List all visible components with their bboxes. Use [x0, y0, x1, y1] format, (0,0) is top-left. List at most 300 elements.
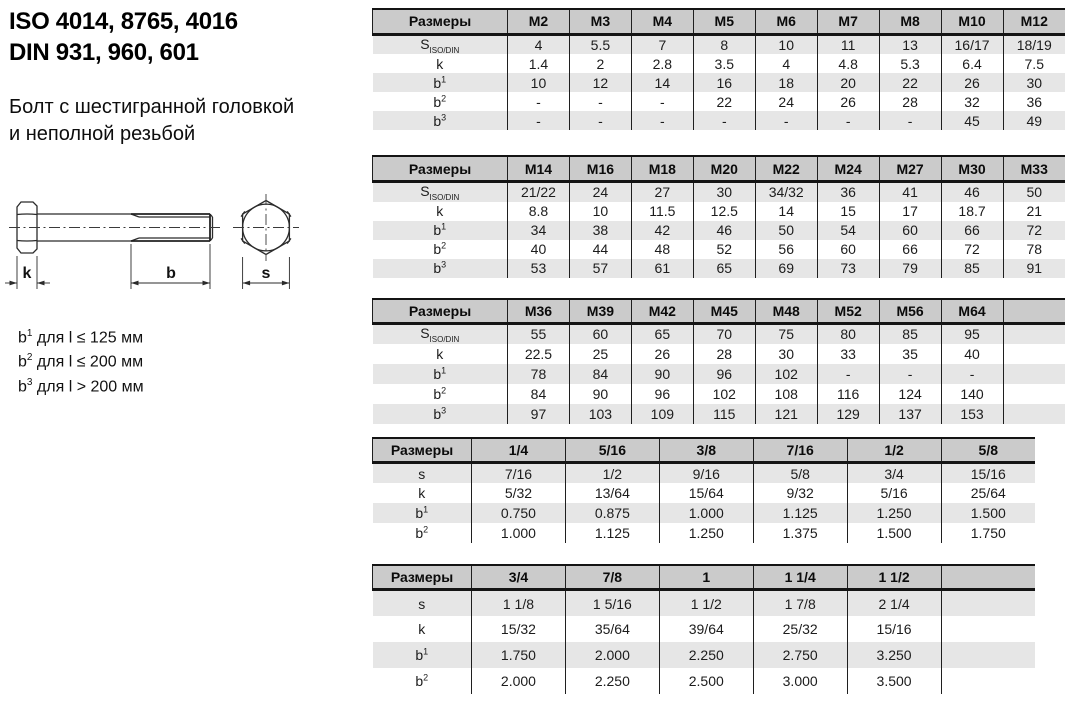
value-cell: 56 — [755, 240, 817, 259]
value-cell: 54 — [817, 221, 879, 240]
value-cell: 3.000 — [753, 668, 847, 694]
footnotes — [18, 324, 144, 397]
value-cell: 1 7/8 — [753, 590, 847, 616]
footnote-b1 — [18, 324, 144, 348]
value-cell: 17 — [879, 202, 941, 221]
value-cell: 153 — [941, 404, 1003, 424]
size-column-header: M56 — [879, 299, 941, 324]
row-label-cell — [373, 54, 508, 73]
table-header-row — [373, 9, 1066, 34]
value-cell: 24 — [755, 92, 817, 111]
row-label: k — [436, 203, 444, 220]
value-cell: 40 — [508, 240, 570, 259]
value-cell — [1003, 324, 1065, 344]
row-label-cell — [373, 483, 472, 503]
value-cell: 102 — [755, 364, 817, 384]
value-cell: 2.000 — [565, 642, 659, 668]
table-row — [373, 34, 1066, 54]
size-column-header: 3/4 — [472, 565, 566, 590]
value-cell: 84 — [569, 364, 631, 384]
product-description — [9, 94, 294, 148]
bolt-technical-drawing — [4, 186, 338, 323]
value-cell: 30 — [755, 344, 817, 364]
value-cell: 14 — [631, 73, 693, 92]
value-cell: 16 — [693, 73, 755, 92]
value-cell: 85 — [941, 259, 1003, 278]
value-cell — [1003, 404, 1065, 424]
value-cell: 1.4 — [508, 54, 570, 73]
size-column-header: M4 — [631, 9, 693, 34]
row-label-cell — [373, 503, 472, 523]
value-cell: 80 — [817, 324, 879, 344]
table-row — [373, 668, 1036, 694]
value-cell: 65 — [631, 324, 693, 344]
value-cell: - — [569, 92, 631, 111]
dimension-s-label: s — [261, 265, 271, 282]
value-cell: 10 — [755, 34, 817, 54]
value-cell: 26 — [941, 73, 1003, 92]
row-label: $b^1$ — [415, 646, 429, 664]
row-label: $S_{ISO/DIN}$ — [420, 325, 460, 344]
value-cell: 11.5 — [631, 202, 693, 221]
value-cell — [941, 642, 1035, 668]
table-row — [373, 384, 1066, 404]
sizes-header-cell: Размеры — [373, 156, 508, 181]
value-cell: 26 — [631, 344, 693, 364]
value-cell — [1003, 344, 1065, 364]
table-row — [373, 181, 1066, 201]
size-column-header: M18 — [631, 156, 693, 181]
value-cell: 22.5 — [508, 344, 570, 364]
value-cell: 25/32 — [753, 616, 847, 642]
row-label-cell — [373, 404, 508, 424]
table-row — [373, 523, 1036, 543]
value-cell: 69 — [755, 259, 817, 278]
table-imperial-quarter-to-5-8 — [372, 437, 1035, 543]
value-cell: 5/16 — [847, 483, 941, 503]
value-cell: 53 — [508, 259, 570, 278]
value-cell: 4 — [508, 34, 570, 54]
footnote-b2 — [18, 348, 144, 372]
size-column-header: M10 — [941, 9, 1003, 34]
value-cell: 78 — [508, 364, 570, 384]
footnote-text: для l ≤ 200 мм — [32, 353, 144, 371]
value-cell: 22 — [693, 92, 755, 111]
value-cell: 27 — [631, 181, 693, 201]
size-column-header: 1/2 — [847, 438, 941, 463]
value-cell: 1.125 — [565, 523, 659, 543]
row-label: $b^2$ — [415, 524, 429, 542]
value-cell: 1.500 — [941, 503, 1035, 523]
footnote-superscript: 1 — [26, 328, 33, 339]
value-cell: 7 — [631, 34, 693, 54]
value-cell: 25/64 — [941, 483, 1035, 503]
value-cell: 5/32 — [472, 483, 566, 503]
row-label-cell — [373, 73, 508, 92]
value-cell: 0.875 — [565, 503, 659, 523]
size-column-header: M52 — [817, 299, 879, 324]
value-cell: 121 — [755, 404, 817, 424]
value-cell: 44 — [569, 240, 631, 259]
value-cell: 91 — [1003, 259, 1065, 278]
table-row — [373, 483, 1036, 503]
value-cell: 11 — [817, 34, 879, 54]
table-row — [373, 240, 1066, 259]
row-label: $S_{ISO/DIN}$ — [420, 182, 460, 202]
dimension-b — [131, 244, 210, 289]
value-cell: 8.8 — [508, 202, 570, 221]
value-cell: 7.5 — [1003, 54, 1065, 73]
value-cell: 84 — [508, 384, 570, 404]
value-cell: 0.750 — [472, 503, 566, 523]
value-cell — [941, 616, 1035, 642]
size-column-header: M14 — [508, 156, 570, 181]
value-cell: 66 — [879, 240, 941, 259]
value-cell: 2 — [569, 54, 631, 73]
value-cell: 52 — [693, 240, 755, 259]
table-row — [373, 364, 1066, 384]
value-cell: 57 — [569, 259, 631, 278]
value-cell: - — [817, 111, 879, 130]
value-cell: 21/22 — [508, 181, 570, 201]
size-column-header: M27 — [879, 156, 941, 181]
value-cell: 12 — [569, 73, 631, 92]
size-column-header: 3/8 — [659, 438, 753, 463]
value-cell: 45 — [941, 111, 1003, 130]
size-column-header: M8 — [879, 9, 941, 34]
size-column-header: M3 — [569, 9, 631, 34]
value-cell: 32 — [941, 92, 1003, 111]
value-cell: 25 — [569, 344, 631, 364]
row-label-cell — [373, 181, 508, 201]
value-cell: 102 — [693, 384, 755, 404]
value-cell: 26 — [817, 92, 879, 111]
value-cell: 6.4 — [941, 54, 1003, 73]
value-cell: 1.125 — [753, 503, 847, 523]
value-cell: - — [879, 111, 941, 130]
value-cell: 1.250 — [847, 503, 941, 523]
value-cell: 3.500 — [847, 668, 941, 694]
value-cell: 78 — [1003, 240, 1065, 259]
value-cell: 30 — [1003, 73, 1065, 92]
table-header-row — [373, 438, 1036, 463]
value-cell: 60 — [879, 221, 941, 240]
value-cell: 1 1/8 — [472, 590, 566, 616]
footnote-symbol: b — [18, 353, 27, 371]
value-cell: - — [508, 111, 570, 130]
size-column-header: 1 1/2 — [847, 565, 941, 590]
value-cell: 34 — [508, 221, 570, 240]
size-column-header: M12 — [1003, 9, 1065, 34]
table-metric-m36-m64 — [372, 298, 1065, 424]
row-label: $b^2$ — [433, 385, 447, 403]
value-cell: 2.000 — [472, 668, 566, 694]
value-cell: 55 — [508, 324, 570, 344]
value-cell: 18 — [755, 73, 817, 92]
sizes-header-cell: Размеры — [373, 299, 508, 324]
value-cell: 38 — [569, 221, 631, 240]
value-cell: 5.3 — [879, 54, 941, 73]
row-label: k — [418, 484, 426, 501]
value-cell: 34/32 — [755, 181, 817, 201]
value-cell: 3/4 — [847, 463, 941, 483]
value-cell: 36 — [1003, 92, 1065, 111]
footnote-symbol: b — [18, 377, 27, 395]
size-column-header: M45 — [693, 299, 755, 324]
value-cell: 2 1/4 — [847, 590, 941, 616]
row-label-cell — [373, 523, 472, 543]
footnote-symbol: b — [18, 329, 27, 347]
row-label-cell — [373, 463, 472, 483]
value-cell: 129 — [817, 404, 879, 424]
row-label-cell — [373, 259, 508, 278]
value-cell: 42 — [631, 221, 693, 240]
value-cell: 28 — [693, 344, 755, 364]
value-cell: 8 — [693, 34, 755, 54]
row-label: k — [436, 55, 444, 72]
value-cell: - — [941, 364, 1003, 384]
value-cell: - — [508, 92, 570, 111]
table-header-row — [373, 565, 1036, 590]
value-cell: - — [693, 111, 755, 130]
row-label: s — [418, 595, 426, 612]
size-column-header: M2 — [508, 9, 570, 34]
value-cell: 79 — [879, 259, 941, 278]
value-cell: 72 — [941, 240, 1003, 259]
sizes-header-cell: Размеры — [373, 565, 472, 590]
value-cell: 35 — [879, 344, 941, 364]
size-column-header: M48 — [755, 299, 817, 324]
value-cell: 96 — [693, 364, 755, 384]
row-label: $b^1$ — [433, 74, 447, 92]
value-cell: 35/64 — [565, 616, 659, 642]
value-cell: 3.5 — [693, 54, 755, 73]
sizes-header-cell: Размеры — [373, 438, 472, 463]
row-label-cell — [373, 240, 508, 259]
size-column-header: M39 — [569, 299, 631, 324]
table-imperial-3-4-to-1-1-2 — [372, 564, 1035, 694]
footnote-b3 — [18, 373, 144, 397]
value-cell: 9/16 — [659, 463, 753, 483]
size-column-header: M33 — [1003, 156, 1065, 181]
table-header-row — [373, 299, 1066, 324]
row-label: $b^2$ — [433, 240, 447, 258]
row-label-cell — [373, 221, 508, 240]
value-cell: 15/64 — [659, 483, 753, 503]
table-row — [373, 344, 1066, 364]
value-cell: 73 — [817, 259, 879, 278]
value-cell — [1003, 384, 1065, 404]
row-label-cell — [373, 92, 508, 111]
row-label-cell — [373, 364, 508, 384]
value-cell: 137 — [879, 404, 941, 424]
table-row — [373, 642, 1036, 668]
tables-panel — [372, 8, 1067, 694]
value-cell: 9/32 — [753, 483, 847, 503]
value-cell: 30 — [693, 181, 755, 201]
value-cell: 10 — [508, 73, 570, 92]
value-cell: 97 — [508, 404, 570, 424]
value-cell: 4 — [755, 54, 817, 73]
table-row — [373, 221, 1066, 240]
table-row — [373, 616, 1036, 642]
size-column-header: M7 — [817, 9, 879, 34]
size-column-header: M36 — [508, 299, 570, 324]
value-cell: 95 — [941, 324, 1003, 344]
value-cell: 1.750 — [472, 642, 566, 668]
value-cell: 1.750 — [941, 523, 1035, 543]
row-label-cell — [373, 344, 508, 364]
value-cell: - — [817, 364, 879, 384]
value-cell: 1 5/16 — [565, 590, 659, 616]
size-column-header — [1003, 299, 1065, 324]
value-cell: 5.5 — [569, 34, 631, 54]
value-cell: 116 — [817, 384, 879, 404]
standards-title — [9, 6, 238, 68]
size-column-header: M16 — [569, 156, 631, 181]
value-cell: 2.750 — [753, 642, 847, 668]
value-cell: 140 — [941, 384, 1003, 404]
value-cell: - — [755, 111, 817, 130]
dimension-b-label: b — [166, 265, 176, 282]
value-cell: 4.8 — [817, 54, 879, 73]
row-label: $b^1$ — [433, 365, 447, 383]
row-label-cell — [373, 616, 472, 642]
row-label-cell — [373, 642, 472, 668]
value-cell: 15/32 — [472, 616, 566, 642]
size-column-header: 5/8 — [941, 438, 1035, 463]
value-cell: 18/19 — [1003, 34, 1065, 54]
value-cell: 16/17 — [941, 34, 1003, 54]
value-cell: 36 — [817, 181, 879, 201]
value-cell: 2.8 — [631, 54, 693, 73]
value-cell: 60 — [569, 324, 631, 344]
value-cell: 1/2 — [565, 463, 659, 483]
footnote-text: для l ≤ 125 мм — [32, 329, 144, 347]
value-cell: 13/64 — [565, 483, 659, 503]
table-header-row — [373, 156, 1066, 181]
dimension-k-label: k — [22, 265, 32, 282]
value-cell: 115 — [693, 404, 755, 424]
value-cell: 124 — [879, 384, 941, 404]
table-metric-m2-m12 — [372, 8, 1065, 130]
left-panel — [0, 0, 372, 720]
row-label: k — [436, 345, 444, 362]
value-cell: 108 — [755, 384, 817, 404]
bolt-side-view — [9, 202, 222, 253]
row-label: $b^3$ — [433, 259, 447, 277]
description-line-1: Болт с шестигранной головкой — [9, 96, 295, 118]
table-metric-m14-m33 — [372, 155, 1065, 277]
table-row — [373, 73, 1066, 92]
value-cell: 1.500 — [847, 523, 941, 543]
value-cell: 15/16 — [941, 463, 1035, 483]
value-cell: 2.250 — [565, 668, 659, 694]
row-label: $b^2$ — [415, 672, 429, 690]
value-cell — [941, 590, 1035, 616]
size-column-header: 5/16 — [565, 438, 659, 463]
value-cell: 46 — [941, 181, 1003, 201]
table-row — [373, 92, 1066, 111]
value-cell: 33 — [817, 344, 879, 364]
size-column-header: M5 — [693, 9, 755, 34]
value-cell: 10 — [569, 202, 631, 221]
row-label: k — [418, 620, 426, 637]
value-cell: 1.250 — [659, 523, 753, 543]
value-cell: 103 — [569, 404, 631, 424]
row-label: $b^3$ — [433, 405, 447, 423]
value-cell: 20 — [817, 73, 879, 92]
value-cell: 21 — [1003, 202, 1065, 221]
value-cell: 2.250 — [659, 642, 753, 668]
bolt-end-view — [233, 194, 299, 261]
value-cell: 5/8 — [753, 463, 847, 483]
size-column-header: 7/8 — [565, 565, 659, 590]
value-cell: 75 — [755, 324, 817, 344]
row-label: s — [418, 465, 426, 482]
size-column-header: M20 — [693, 156, 755, 181]
value-cell: 66 — [941, 221, 1003, 240]
bolt-drawing-svg — [4, 186, 338, 318]
value-cell — [941, 668, 1035, 694]
value-cell: 22 — [879, 73, 941, 92]
value-cell: 61 — [631, 259, 693, 278]
sizes-header-cell: Размеры — [373, 9, 508, 34]
value-cell: - — [631, 111, 693, 130]
value-cell: 46 — [693, 221, 755, 240]
value-cell: - — [569, 111, 631, 130]
table-row — [373, 54, 1066, 73]
description-line-2: и неполной резьбой — [9, 123, 196, 145]
value-cell: 50 — [1003, 181, 1065, 201]
size-column-header: M30 — [941, 156, 1003, 181]
value-cell: 1.000 — [659, 503, 753, 523]
dimension-k — [5, 256, 50, 289]
value-cell: 40 — [941, 344, 1003, 364]
value-cell: 49 — [1003, 111, 1065, 130]
value-cell: 7/16 — [472, 463, 566, 483]
value-cell: 48 — [631, 240, 693, 259]
value-cell: 90 — [631, 364, 693, 384]
value-cell — [1003, 364, 1065, 384]
value-cell: 90 — [569, 384, 631, 404]
value-cell: 70 — [693, 324, 755, 344]
value-cell: 1.000 — [472, 523, 566, 543]
row-label-cell — [373, 590, 472, 616]
dimension-s — [243, 257, 290, 289]
table-row — [373, 463, 1036, 483]
value-cell: 109 — [631, 404, 693, 424]
value-cell: 2.500 — [659, 668, 753, 694]
size-column-header: 7/16 — [753, 438, 847, 463]
table-row — [373, 503, 1036, 523]
row-label-cell — [373, 202, 508, 221]
iso-standards-line: ISO 4014, 8765, 4016 — [9, 8, 238, 35]
value-cell: 50 — [755, 221, 817, 240]
footnote-text: для l > 200 мм — [32, 377, 144, 395]
table-row — [373, 202, 1066, 221]
table-row — [373, 111, 1066, 130]
row-label: $b^1$ — [415, 504, 429, 522]
row-label-cell — [373, 384, 508, 404]
table-row — [373, 590, 1036, 616]
table-row — [373, 324, 1066, 344]
footnote-superscript: 3 — [26, 376, 33, 388]
value-cell: 15/16 — [847, 616, 941, 642]
value-cell: 28 — [879, 92, 941, 111]
value-cell: 14 — [755, 202, 817, 221]
row-label: $b^1$ — [433, 221, 447, 239]
